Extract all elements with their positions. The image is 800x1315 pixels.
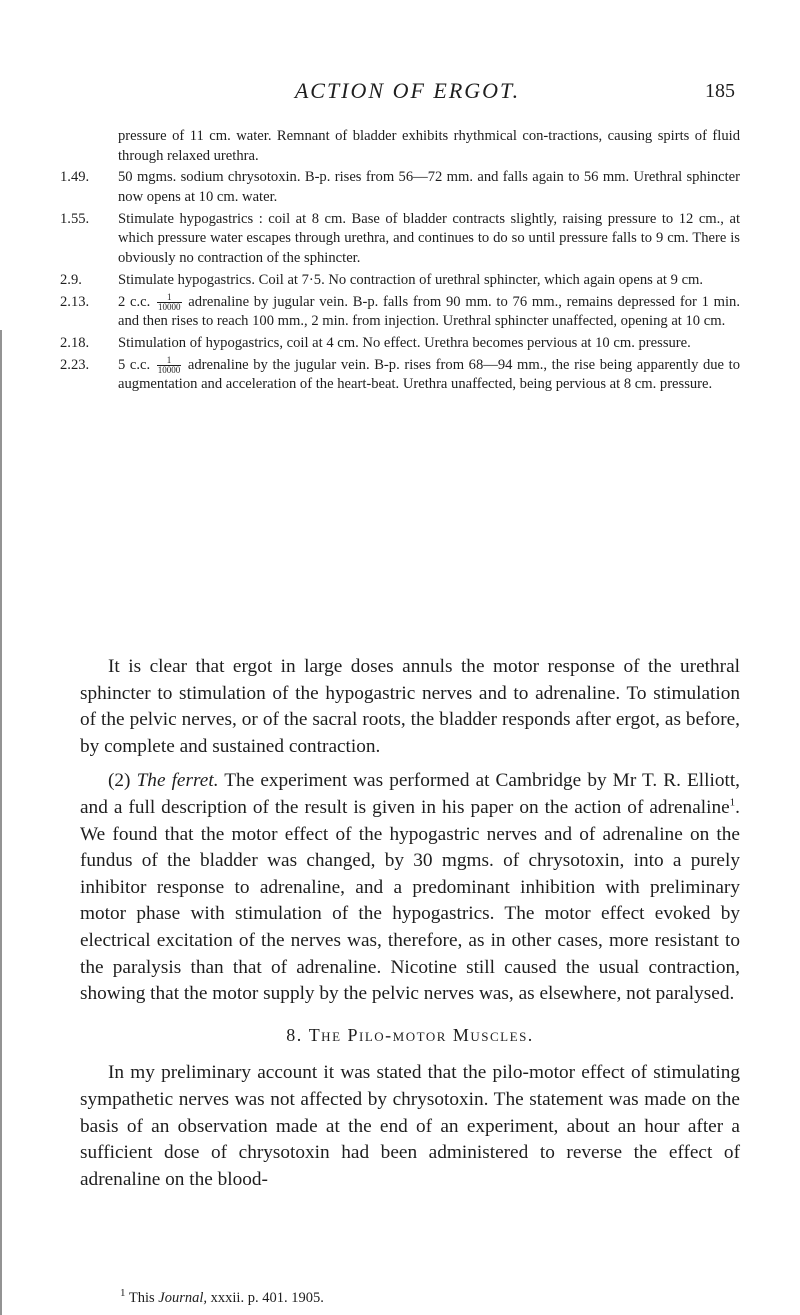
footnote-ref: 1 <box>729 796 736 809</box>
footnote <box>80 1287 740 1307</box>
log-entry <box>60 271 740 291</box>
fraction-denominator: 10000 <box>157 364 181 375</box>
log-text: Stimulate hypogastrics : coil at 8 cm. Base of bladder contracts slightly, raising pressure to 12 cm., at which pressure water escapes through urethra, and continues to do so until pressure falls to 9 cm. There is obviously no contraction of the sphincter. <box>118 210 740 266</box>
running-header <box>80 78 735 108</box>
log-entry <box>60 334 740 354</box>
log-time: 2.13. <box>60 293 90 310</box>
log-time: 1.55. <box>60 210 90 227</box>
journal-name: Journal, <box>158 1290 208 1306</box>
paragraph-text: The experiment was performed at Cambridge by Mr T. R. Elliott, and a full description of the result is given in his paper on the action of adrenaline <box>80 770 740 818</box>
log-time: 2.18. <box>60 334 90 351</box>
log-text: Stimulation of hypogastrics, coil at 4 cm. No effect. Urethra becomes pervious at 10 cm. pressure. <box>118 334 691 351</box>
page-number: 185 <box>705 80 735 102</box>
log-entry <box>60 293 740 332</box>
log-entry <box>60 168 740 207</box>
fraction-numerator: 1 <box>157 356 182 366</box>
subsection-title: The ferret. <box>136 770 219 792</box>
experiment-log <box>60 127 740 397</box>
binding-edge-line <box>0 330 2 1315</box>
log-time: 2.9. <box>60 271 82 288</box>
log-text: adrenaline by jugular vein. B-p. falls from 90 mm. to 76 mm., remains depressed for 1 min. and then rises to reach 100 mm., 2 min. from injection. Urethral sphincter unaffected, opening at 10 cm. <box>118 293 740 330</box>
section-title: The Pilo-motor Muscles. <box>308 1024 534 1045</box>
paragraph-text: . We found that the motor effect of the hypogastric nerves and of adrenaline on the fundus of the bladder was changed, by 30 mgms. of chrysotoxin, into a purely inhibitor response to adrenaline, and a predominant inhibition with preliminary motor phase with stimulation of the hypogastrics. The motor effect evoked by electrical excitation of the nerves was, therefore, as in other cases, more resistant to the paralysis than that of adrenaline. Nicotine still caused the usual contraction, showing that the motor supply by the pelvic nerves was, as elsewhere, not paralysed. <box>80 796 740 1005</box>
log-time: 1.49. <box>60 169 90 186</box>
paragraph-pilo-motor: In my preliminary account it was stated that the pilo-motor effect of stimulating sympathetic nerves was not affected by chrysotoxin. The statement was made on the basis of an observation made at the end of an experiment, about an hour after a sufficient dose of chrysotoxin had been administered to reverse the effect of adrenaline on the blood- <box>80 1062 740 1190</box>
log-dose: 2 c.c. <box>118 293 151 310</box>
log-entry-intro <box>60 127 740 166</box>
footnote-citation: xxxii. p. 401. 1905. <box>210 1290 324 1306</box>
dilution-fraction <box>157 293 182 312</box>
footnote-text: This <box>128 1290 155 1306</box>
log-text: Stimulate hypogastrics. Coil at 7·5. No contraction of urethral sphincter, which again opens at 9 cm. <box>118 271 704 288</box>
paragraph-label: (2) <box>108 770 131 792</box>
log-entry <box>60 356 740 395</box>
log-dose: 5 c.c. <box>118 356 151 373</box>
dilution-fraction <box>157 356 182 375</box>
body-text <box>80 654 740 1193</box>
log-text: pressure of 11 cm. water. Remnant of bladder exhibits rhythmical con-tractions, causing spirts of fluid through relaxed urethra. <box>118 128 740 164</box>
footnote-marker: 1 <box>120 1287 126 1300</box>
log-text: 50 mgms. sodium chrysotoxin. B-p. rises from 56—72 mm. and falls again to 56 mm. Urethral sphincter now opens at 10 cm. water. <box>118 169 740 205</box>
fraction-numerator: 1 <box>157 293 182 303</box>
log-text: adrenaline by the jugular vein. B-p. rises from 68—94 mm., the rise being apparently due to augmentation and acceleration of the heart-beat. Urethra unaffected, being pervious at 8 cm. pressure. <box>118 356 740 393</box>
section-number: 8. <box>286 1024 303 1045</box>
log-time: 2.23. <box>60 356 90 373</box>
paragraph-conclusion: It is clear that ergot in large doses annuls the motor response of the urethral sphincter to stimulation of the hypogastric nerves and to adrenaline. To stimulation of the pelvic nerves, or of the sacral roots, the bladder responds after ergot, as before, by complete and sustained contraction. <box>80 656 740 757</box>
paragraph-ferret <box>80 768 740 1007</box>
section-heading <box>80 1022 740 1049</box>
running-title: ACTION OF ERGOT. <box>294 78 521 103</box>
log-entry <box>60 210 740 269</box>
fraction-denominator: 10000 <box>158 301 181 312</box>
